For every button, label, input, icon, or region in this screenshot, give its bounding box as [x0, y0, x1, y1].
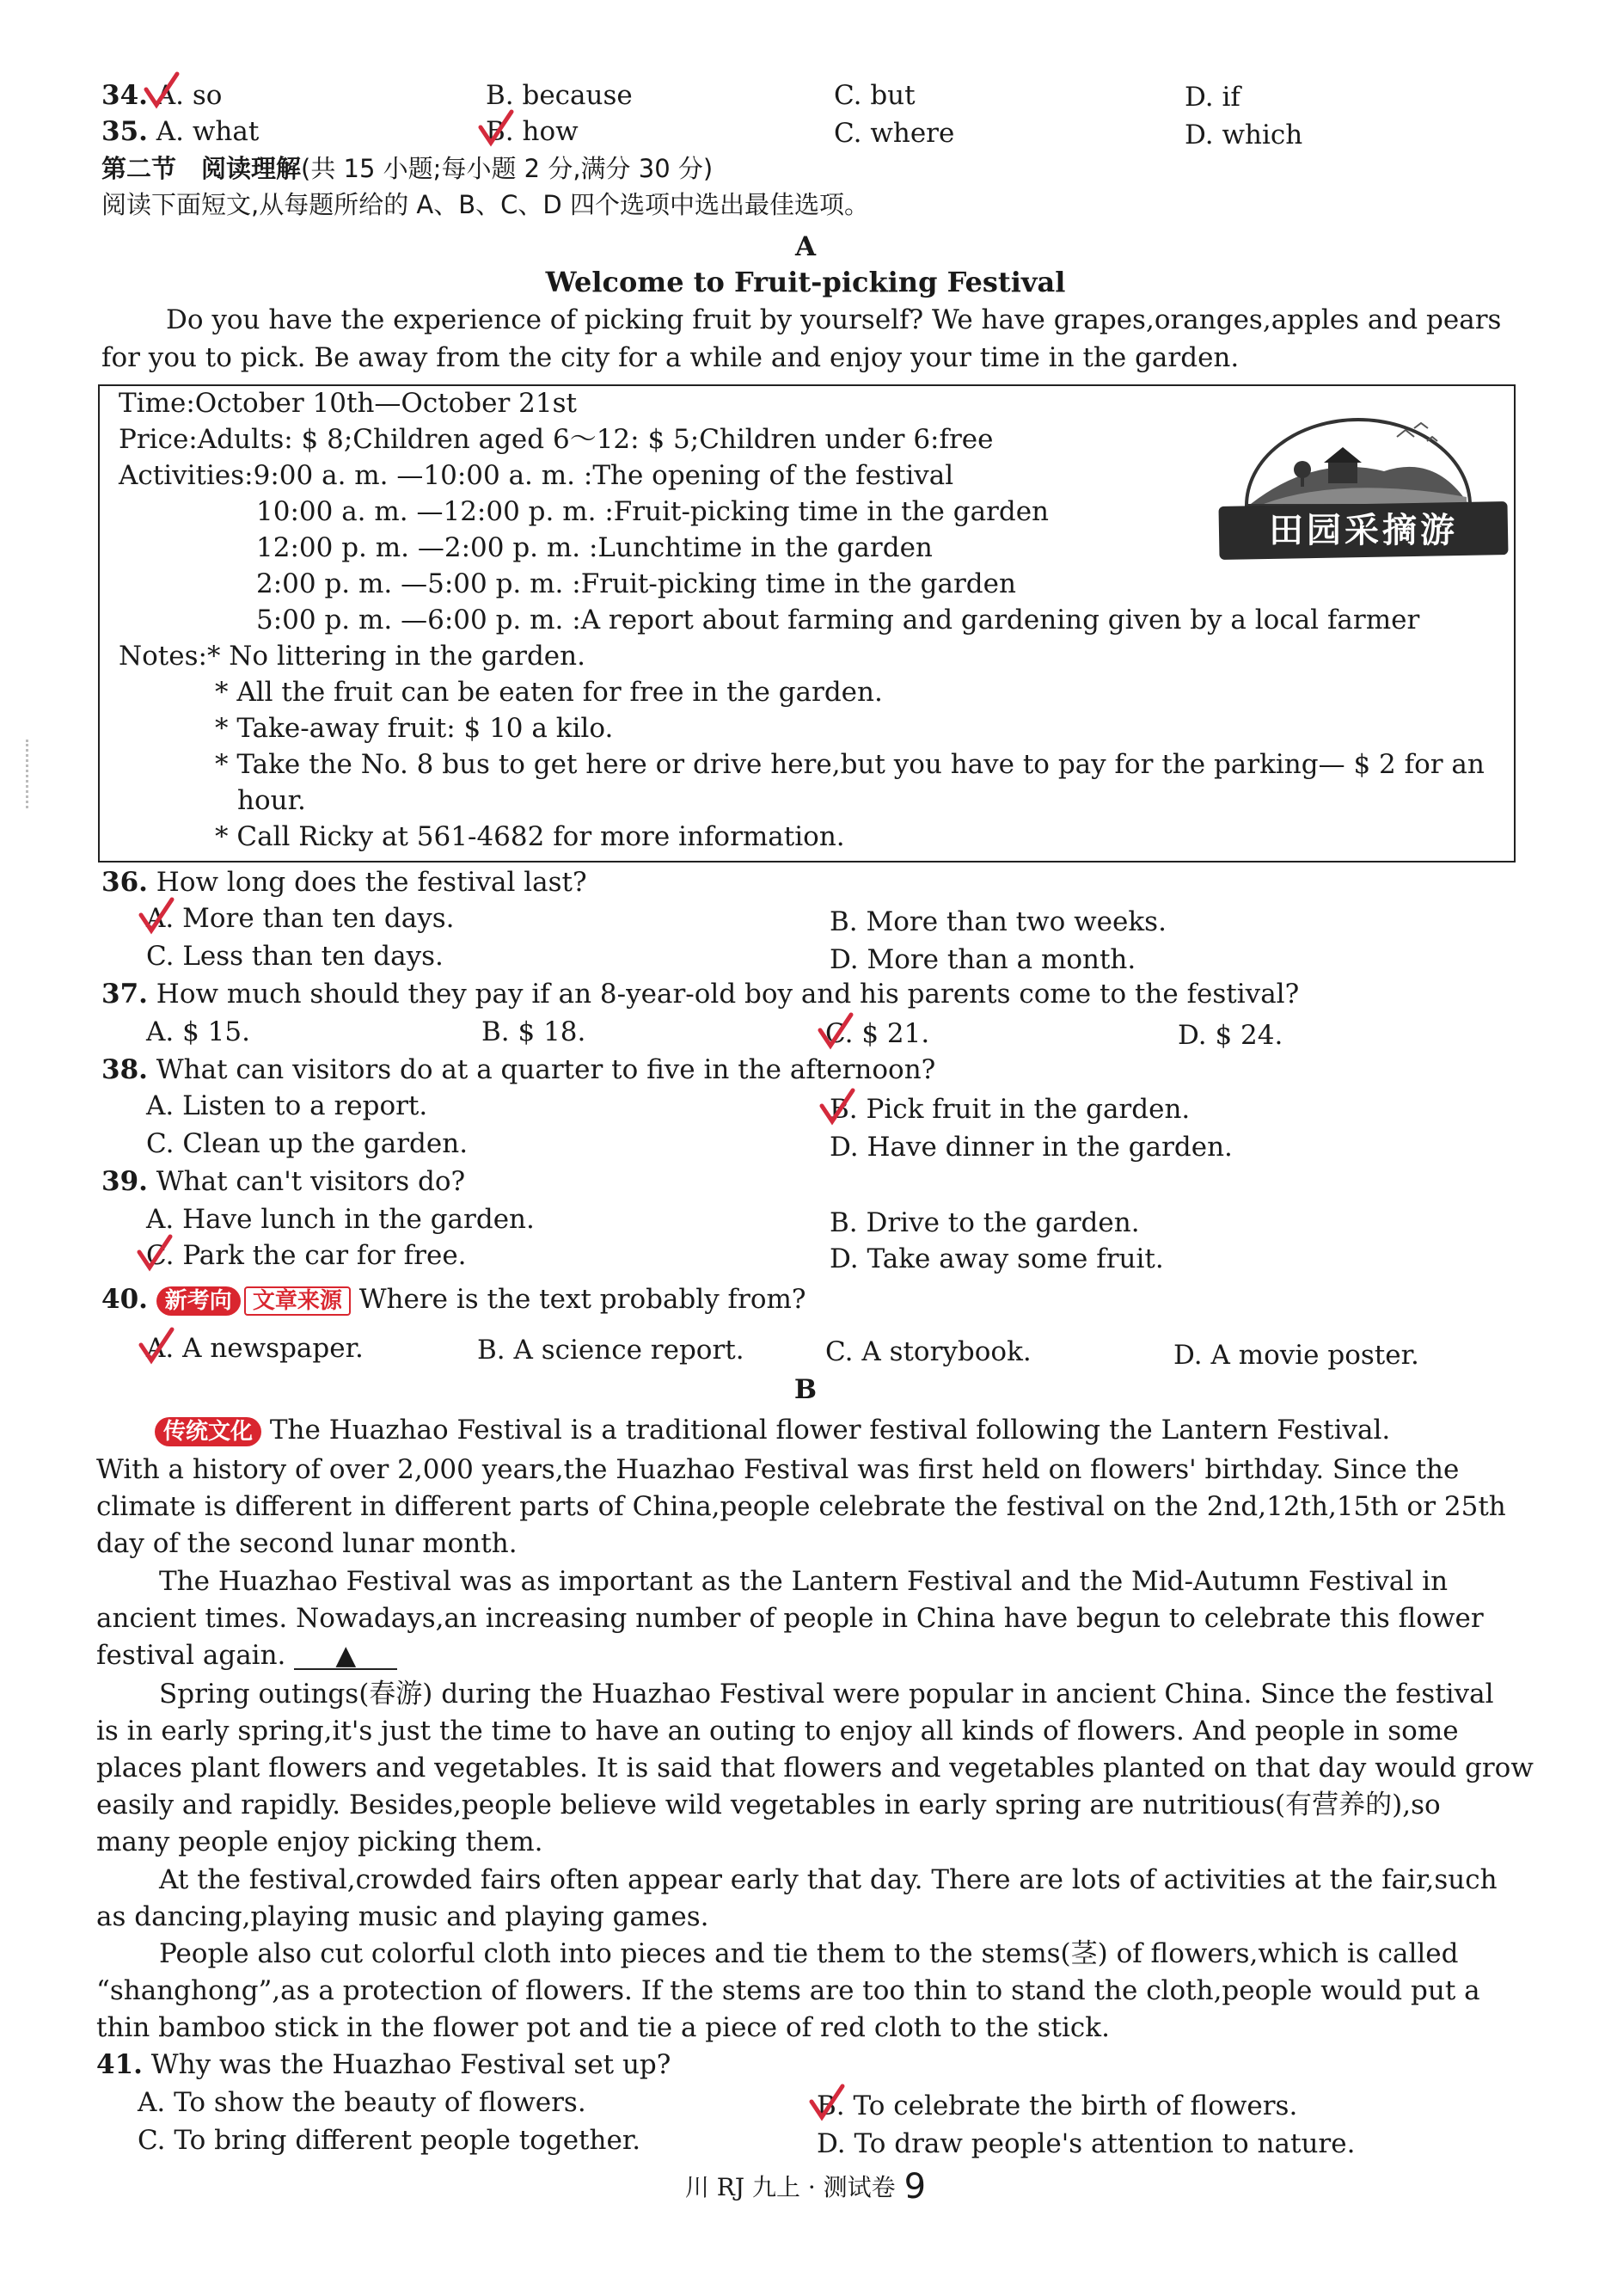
q37-option-c: C. $ 21. [825, 1018, 930, 1049]
farm-logo [1212, 402, 1513, 583]
passage-b-p2-line2: ancient times. Nowadays,an increasing number of people in China have begun to celebrate this flower [96, 1603, 1484, 1634]
q39-option-c: C. Park the car for free. [146, 1240, 467, 1271]
q41-option-d: D. To draw people's attention to nature. [817, 2128, 1356, 2159]
q36-option-b: B. More than two weeks. [830, 906, 1167, 937]
logo-text: 田园采摘游 [1269, 511, 1458, 550]
passage-b-p5-line3: thin bamboo stick in the flower pot and tie a piece of red cloth to the stick. [96, 2012, 1110, 2043]
footer-text: 川 RJ 九上 · 测试卷 [684, 2173, 896, 2201]
q38-option-d: D. Have dinner in the garden. [830, 1132, 1233, 1163]
passage-b-p2-line3 [96, 1639, 397, 1672]
q38-number: 38. [101, 1054, 148, 1085]
q35-option-d: D. which [1185, 120, 1303, 150]
blank-triangle-icon: ▲ [335, 1640, 357, 1671]
q37-option-a: A. $ 15. [146, 1016, 250, 1047]
festival-activity-5: 5:00 p. m. —6:00 p. m. :A report about farming and gardening given by a local farmer [256, 605, 1420, 635]
q39-option-b: B. Drive to the garden. [830, 1207, 1140, 1238]
activities-label: Activities: [119, 460, 254, 491]
q39-option-a: A. Have lunch in the garden. [146, 1204, 535, 1235]
festival-activity-1 [119, 459, 953, 492]
q37-option-d: D. $ 24. [1178, 1020, 1283, 1051]
passage-b-p4-line1: At the festival,crowded fairs often appear early that day. There are lots of activities at the fair,such [159, 1864, 1498, 1895]
q41-option-c: C. To bring different people together. [138, 2125, 641, 2156]
q37-option-b: B. $ 18. [481, 1016, 586, 1047]
activity-1-text: 9:00 a. m. —10:00 a. m. :The opening of the festival [253, 460, 954, 491]
q38-option-a: A. Listen to a report. [146, 1090, 428, 1121]
answer-check-icon-q40 [138, 1326, 177, 1366]
passage-b-p1-line3: climate is different in different parts of China,people celebrate the festival on the 2nd,12th,15th or 25th [96, 1491, 1506, 1522]
notes-label: Notes: [119, 641, 207, 672]
q36-option-c: C. Less than ten days. [146, 941, 444, 972]
q38-stem-row [101, 1053, 935, 1086]
q40-option-c: C. A storybook. [825, 1336, 1032, 1367]
festival-time: Time:October 10th—October 21st [119, 388, 577, 419]
passage-b-p3-line4: easily and rapidly. Besides,people believe wild vegetables in early spring are nutritious(有营养的),so [96, 1790, 1441, 1820]
passage-b-p3-line3: places plant flowers and vegetables. It is said that flowers and vegetables planted on that day would grow [96, 1753, 1534, 1783]
festival-note-3: * Take-away fruit: $ 10 a kilo. [215, 713, 614, 744]
q37-number: 37. [101, 979, 148, 1010]
q37-stem: How much should they pay if an 8-year-old boy and his parents come to the festival? [156, 979, 1300, 1010]
festival-activity-2: 10:00 a. m. —12:00 p. m. :Fruit-picking time in the garden [256, 496, 1050, 527]
p1-line1-text: The Huazhao Festival is a traditional flower festival following the Lantern Festival. [269, 1415, 1391, 1446]
section-heading [101, 152, 713, 185]
text-source-badge: 文章来源 [244, 1286, 351, 1316]
passage-a-intro-line2: for you to pick. Be away from the city for a while and enjoy your time in the garden. [101, 342, 1240, 373]
q40-option-a: A. A newspaper. [146, 1333, 364, 1364]
answer-check-icon-q36 [138, 896, 177, 936]
q40-option-b: B. A science report. [477, 1335, 744, 1366]
passage-b-p5-line2: “shanghong”,as a protection of flowers. If the stems are too thin to stand the cloth,people would put a [96, 1975, 1480, 2006]
section-instruction: 阅读下面短文,从每题所给的 A、B、C、D 四个选项中选出最佳选项。 [101, 190, 869, 219]
q36-stem-row [101, 866, 587, 899]
q41-number: 41. [96, 2049, 143, 2080]
passage-b-p1-line4: day of the second lunar month. [96, 1528, 518, 1559]
q34-option-b: B. because [486, 80, 633, 111]
q36-stem: How long does the festival last? [156, 867, 587, 898]
q35-option-b: B. how [486, 116, 579, 147]
answer-check-icon-q41 [808, 2083, 848, 2122]
q38-stem: What can visitors do at a quarter to five in the afternoon? [156, 1054, 936, 1085]
q36-number: 36. [101, 867, 148, 898]
passage-b-p3-line2: is in early spring,it's just the time to have an outing to enjoy all kinds of flowers. And people in some [96, 1716, 1459, 1747]
q35-option-a: A. what [156, 116, 260, 147]
passage-a-intro-line1: Do you have the experience of picking fruit by yourself? We have grapes,oranges,apples and pears [166, 304, 1502, 335]
festival-price: Price:Adults: $ 8;Children aged 6～12: $ 5;Children under 6:free [119, 424, 994, 455]
festival-note-5: * Call Ricky at 561-4682 for more information. [215, 821, 845, 852]
section-detail: (共 15 小题;每小题 2 分,满分 30 分) [301, 154, 714, 183]
q38-option-c: C. Clean up the garden. [146, 1128, 469, 1159]
answer-check-icon-q38 [818, 1087, 858, 1127]
note-1-text: * No littering in the garden. [206, 641, 585, 672]
passage-b-p2-line1: The Huazhao Festival was as important as the Lantern Festival and the Mid-Autumn Festival in [159, 1566, 1449, 1597]
q36-option-a: A. More than ten days. [146, 903, 455, 934]
section-title: 第二节 阅读理解 [101, 154, 302, 183]
q38-option-b: B. Pick fruit in the garden. [830, 1094, 1191, 1125]
q39-stem-row [101, 1165, 465, 1198]
passage-a-title: Welcome to Fruit-picking Festival [545, 266, 1066, 298]
passage-b-p1-line2: With a history of over 2,000 years,the Huazhao Festival was first held on flowers' birthday. Since the [96, 1454, 1460, 1485]
q35-number: 35. [101, 116, 148, 147]
q40-stem-row [101, 1283, 806, 1316]
answer-check-icon-q39 [136, 1233, 175, 1273]
q35-row [101, 115, 259, 148]
q41-option-b: B. To celebrate the birth of flowers. [817, 2090, 1298, 2121]
passage-b-p3-line1: Spring outings(春游) during the Huazhao Festival were popular in ancient China. Since the festival [159, 1679, 1494, 1710]
answer-check-icon-q37 [817, 1011, 856, 1051]
page-footer [0, 2167, 1611, 2207]
festival-note-2: * All the fruit can be eaten for free in the garden. [215, 677, 883, 708]
q39-number: 39. [101, 1166, 148, 1197]
festival-note-1 [119, 640, 585, 672]
passage-b-letter: B [793, 1374, 818, 1405]
binding-margin-dots [26, 740, 32, 808]
q41-stem: Why was the Huazhao Festival set up? [150, 2049, 671, 2080]
q34-number: 34. [101, 80, 148, 111]
q40-stem: Where is the text probably from? [358, 1284, 806, 1315]
q37-stem-row [101, 978, 1299, 1010]
q40-option-d: D. A movie poster. [1173, 1340, 1419, 1371]
passage-a-letter: A [794, 231, 817, 262]
passage-b-p4-line2: as dancing,playing music and playing games. [96, 1901, 709, 1932]
answer-check-icon-q35 [477, 108, 517, 148]
q35-option-c: C. where [834, 118, 955, 149]
passage-b-p3-line5: many people enjoy picking them. [96, 1826, 543, 1857]
festival-note-4-cont: hour. [237, 785, 306, 816]
q36-option-d: D. More than a month. [830, 944, 1136, 975]
festival-activity-4: 2:00 p. m. —5:00 p. m. :Fruit-picking time in the garden [256, 568, 1016, 599]
festival-activity-3: 12:00 p. m. —2:00 p. m. :Lunchtime in the garden [256, 532, 933, 563]
new-direction-badge: 新考向 [156, 1286, 241, 1316]
answer-check-icon-q34 [143, 71, 182, 110]
q34-option-a: A. so [156, 80, 223, 111]
q34-option-c: C. but [834, 80, 916, 111]
passage-b-p5-line1: People also cut colorful cloth into pieces and tie them to the stems(茎) of flowers,which is called [159, 1938, 1459, 1969]
p2-line3-text: festival again. [96, 1640, 286, 1671]
q34-option-d: D. if [1185, 82, 1240, 113]
q39-option-d: D. Take away some fruit. [830, 1243, 1164, 1274]
passage-b-p1-line1 [155, 1414, 1390, 1446]
answer-blank [294, 1642, 397, 1670]
q39-stem: What can't visitors do? [156, 1166, 466, 1197]
festival-note-4: * Take the No. 8 bus to get here or drive here,but you have to pay for the parking— $ 2 for an [215, 749, 1485, 780]
q41-stem-row [96, 2048, 671, 2081]
traditional-culture-badge: 传统文化 [155, 1417, 261, 1446]
q41-option-a: A. To show the beauty of flowers. [138, 2087, 586, 2118]
page-number: 9 [904, 2167, 927, 2207]
q40-number: 40. [101, 1284, 148, 1315]
